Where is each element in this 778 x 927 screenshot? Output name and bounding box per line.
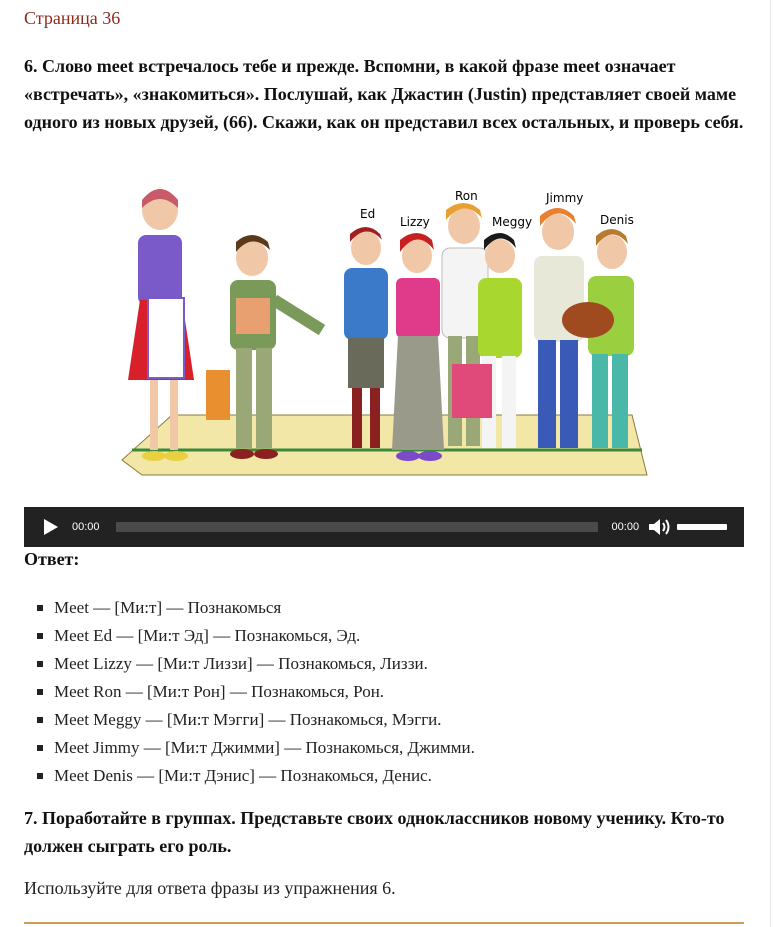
instruction-text: Используйте для ответа фразы из упражнения 6. xyxy=(24,878,396,898)
play-icon[interactable] xyxy=(44,519,58,535)
task-6-text: 6. Слово meet встречалось тебе и прежде. Вспомни, в какой фразе meet означает «встречать», «знакомиться». Послушай, как Джастин (Justin) представляет своей маме одного из новых друзей, (66). Скажи, как он представил всех остальных, и проверь себя. xyxy=(24,56,744,132)
audio-progress-bar[interactable] xyxy=(116,522,598,532)
label-ed: Ed xyxy=(360,207,376,221)
duration-time: 00:00 xyxy=(611,521,640,533)
list-item: Meet Ed — [Ми:т Эд] — Познакомься, Эд. xyxy=(54,622,475,650)
page-edge xyxy=(770,0,771,927)
ed-figure xyxy=(344,207,388,448)
label-lizzy: Lizzy xyxy=(400,215,430,229)
list-item: Meet Lizzy — [Ми:т Лиззи] — Познакомься, Лиззи. xyxy=(54,650,475,678)
task-7-text: 7. Поработайте в группах. Представьте своих одноклассников новому ученику. Кто-то должен сыграть его роль. xyxy=(24,808,725,856)
illustration-kids xyxy=(112,180,652,480)
label-denis: Denis xyxy=(600,213,634,227)
volume-icon[interactable] xyxy=(649,518,671,536)
list-item: Meet Denis — [Ми:т Дэнис] — Познакомься, Денис. xyxy=(54,762,475,790)
answer-list xyxy=(54,594,475,790)
answer-label: Ответ: xyxy=(24,549,80,569)
label-jimmy: Jimmy xyxy=(546,191,584,205)
list-item: Meet — [Ми:т] — Познакомься xyxy=(54,594,475,622)
list-item: Meet Meggy — [Ми:т Мэгги] — Познакомься, Мэгги. xyxy=(54,706,475,734)
label-ron: Ron xyxy=(455,189,478,203)
lizzy-figure xyxy=(392,215,444,461)
current-time: 00:00 xyxy=(72,521,100,533)
label-meggy: Meggy xyxy=(492,215,533,229)
volume-slider[interactable] xyxy=(677,524,727,530)
bottom-divider xyxy=(24,922,744,924)
list-item: Meet Ron — [Ми:т Рон] — Познакомься, Рон. xyxy=(54,678,475,706)
audio-player xyxy=(24,507,744,547)
page-title: Страница 36 xyxy=(24,8,121,28)
list-item: Meet Jimmy — [Ми:т Джимми] — Познакомься, Джимми. xyxy=(54,734,475,762)
